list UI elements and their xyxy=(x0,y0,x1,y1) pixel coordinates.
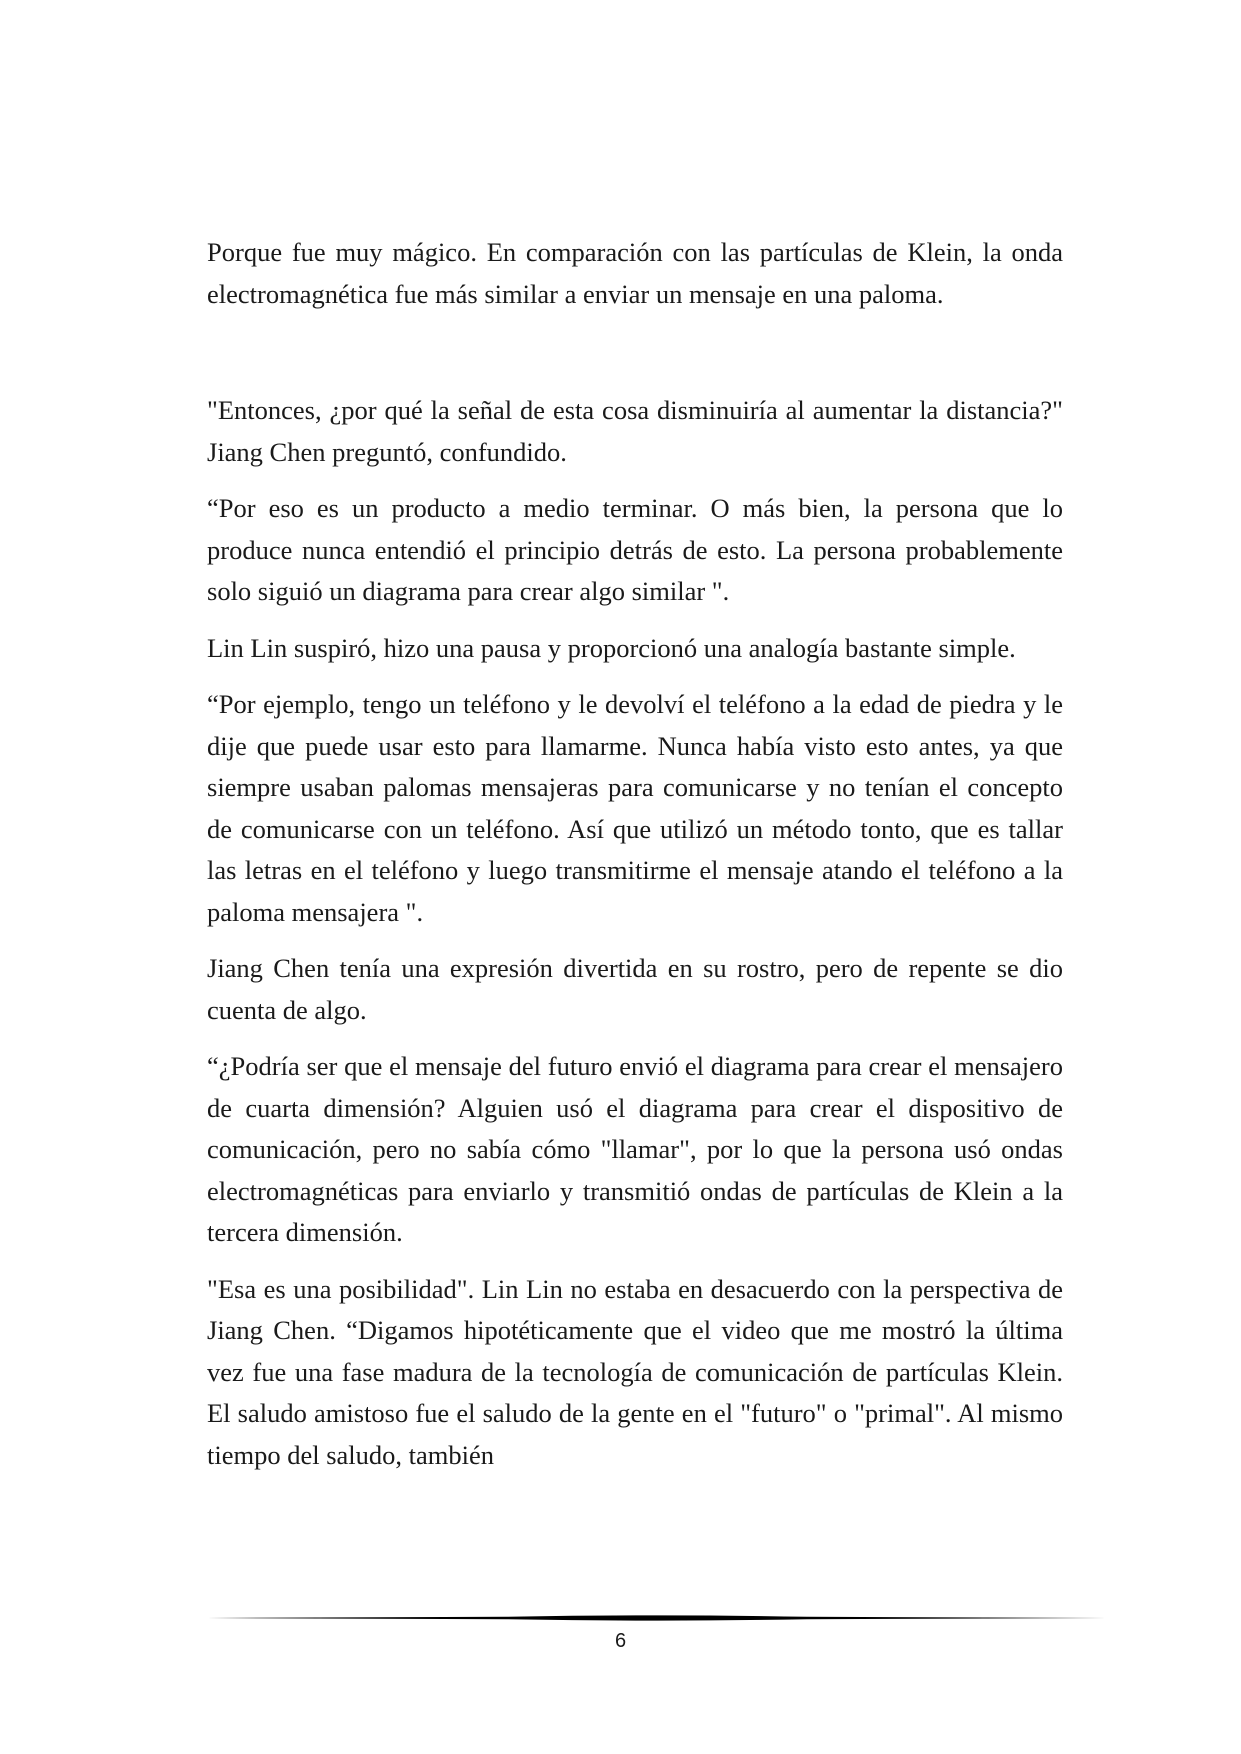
paragraph-8: "Esa es una posibilidad". Lin Lin no estaba en desacuerdo con la perspectiva de Jiang Chen. “Digamos hipotéticamente que el video que me mostró la última vez fue una fase madura de la tecnología de comunicación de partículas Klein. El saludo amistoso fue el saludo de la gente en el "futuro" o "primal". Al mismo tiempo del saludo, también xyxy=(207,1273,1063,1470)
paragraph-4: Lin Lin suspiró, hizo una pausa y proporcionó una analogía bastante simple. xyxy=(207,632,1016,663)
paragraph-2: "Entonces, ¿por qué la señal de esta cosa disminuiría al aumentar la distancia?" Jiang Chen preguntó, confundido. xyxy=(207,395,1063,467)
paragraph-6: Jiang Chen tenía una expresión divertida en su rostro, pero de repente se dio cuenta de algo. xyxy=(207,953,1063,1025)
page-number: 6 xyxy=(614,1630,627,1652)
paragraph-7: “¿Podría ser que el mensaje del futuro envió el diagrama para crear el mensajero de cuarta dimensión? Alguien usó el diagrama para crear el dispositivo de comunicación, pero no sabía cómo "llamar", por lo que la persona usó ondas electromagnéticas para enviarlo y transmitió ondas de partículas de Klein a la tercera dimensión. xyxy=(207,1051,1063,1247)
text-body xyxy=(207,232,1063,1491)
footer-rule-shape xyxy=(207,1615,1107,1620)
paragraph-1: Porque fue muy mágico. En comparación con las partículas de Klein, la onda electromagnética fue más similar a enviar un mensaje en una paloma. xyxy=(207,237,1063,309)
paragraph-5: “Por ejemplo, tengo un teléfono y le devolví el teléfono a la edad de piedra y le dije que puede usar esto para llamarme. Nunca había visto esto antes, ya que siempre usaban palomas mensajeras para comunicarse y no tenían el concepto de comunicarse con un teléfono. Así que utilizó un método tonto, que es tallar las letras en el teléfono y luego transmitirme el mensaje atando el teléfono a la paloma mensajera ". xyxy=(207,689,1063,927)
footer-rule xyxy=(207,1612,1107,1624)
paragraph-3: “Por eso es un producto a medio terminar. O más bien, la persona que lo produce nunca entendió el principio detrás de esto. La persona probablemente solo siguió un diagrama para crear algo similar ". xyxy=(207,493,1063,606)
